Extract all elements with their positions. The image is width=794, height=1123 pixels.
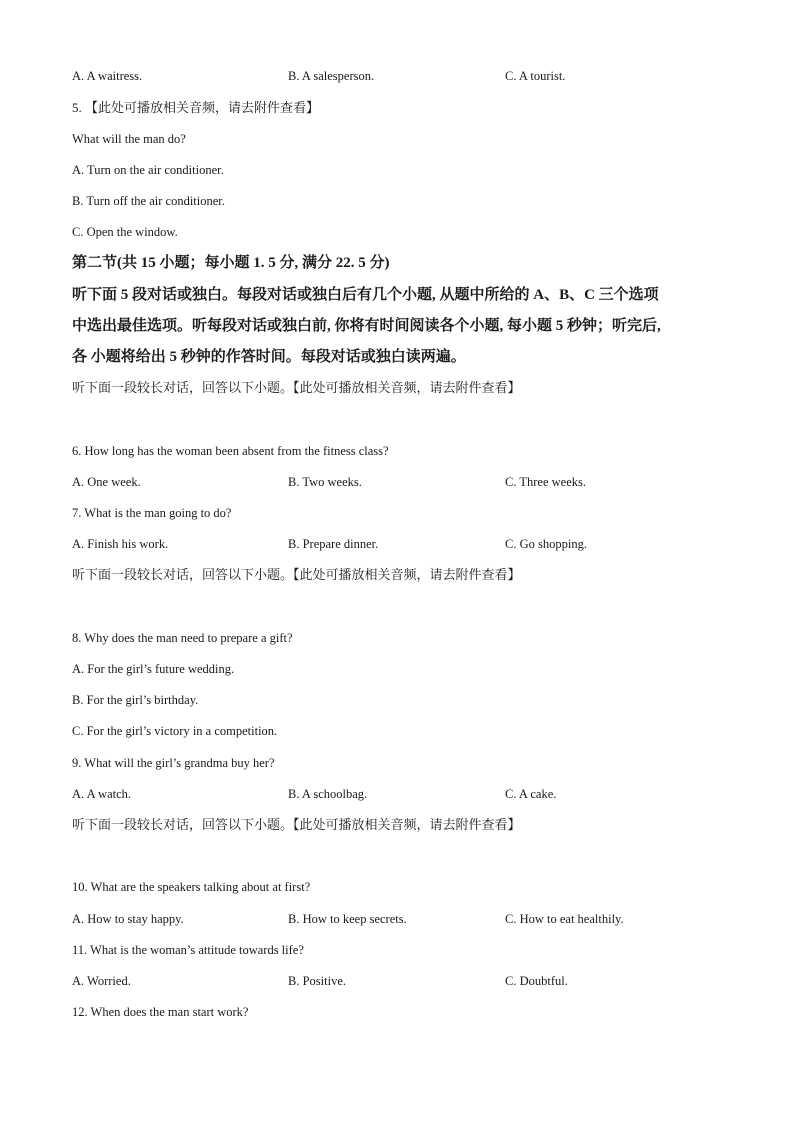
q9-question: 9. What will the girl’s grandma buy her? (72, 756, 275, 770)
q7-option-c: C. Go shopping. (505, 537, 587, 551)
q5-option-a: A. Turn on the air conditioner. (72, 163, 224, 177)
q8-question: 8. Why does the man need to prepare a gift? (72, 631, 293, 645)
q10-option-a: A. How to stay happy. (72, 912, 184, 926)
section2-instruction-3: 各 小题将给出 5 秒钟的作答时间。每段对话或独白读两遍。 (72, 349, 466, 365)
q11-question: 11. What is the woman’s attitude towards life? (72, 943, 304, 957)
q10-option-b: B. How to keep secrets. (288, 912, 407, 926)
q9-option-a: A. A watch. (72, 787, 132, 801)
q8-option-b: B. For the girl’s birthday. (72, 693, 199, 707)
q10-options (72, 911, 754, 927)
audio-prompt-1[interactable]: 听下面一段较长对话，回答以下小题。【此处可播放相关音频，请去附件查看】 (72, 380, 521, 395)
section2-instruction-2: 中选出最佳选项。听每段对话或独白前, 你将有时间阅读各个小题, 每小题 5 秒钟；听完后, (72, 318, 661, 334)
q11-option-a: A. Worried. (72, 974, 131, 988)
q5-option-b: B. Turn off the air conditioner. (72, 194, 225, 208)
q7-options (72, 536, 754, 552)
q4-option-a: A. A waitress. (72, 69, 143, 83)
q4-options (72, 68, 754, 84)
q11-option-c: C. Doubtful. (505, 974, 568, 988)
audio-prompt-3[interactable]: 听下面一段较长对话，回答以下小题。【此处可播放相关音频，请去附件查看】 (72, 817, 521, 832)
q7-question: 7. What is the man going to do? (72, 506, 232, 520)
q5-option-c: C. Open the window. (72, 225, 178, 239)
q4-option-b: B. A salesperson. (288, 69, 375, 83)
q6-options (72, 474, 754, 490)
q9-option-b: B. A schoolbag. (288, 787, 368, 801)
q12-question: 12. When does the man start work? (72, 1005, 249, 1019)
q11-options (72, 973, 754, 989)
q5-number-audio[interactable]: 5. 【此处可播放相关音频，请去附件查看】 (72, 100, 320, 115)
q8-option-c: C. For the girl’s victory in a competition. (72, 724, 278, 738)
audio-prompt-2[interactable]: 听下面一段较长对话，回答以下小题。【此处可播放相关音频，请去附件查看】 (72, 567, 521, 582)
q5-question: What will the man do? (72, 132, 186, 146)
q9-option-c: C. A cake. (505, 787, 557, 801)
q10-question: 10. What are the speakers talking about at first? (72, 880, 311, 894)
q9-options (72, 786, 754, 802)
q10-option-c: C. How to eat healthily. (505, 912, 624, 926)
q6-option-a: A. One week. (72, 475, 141, 489)
section2-title: 第二节(共 15 小题；每小题 1. 5 分, 满分 22. 5 分) (72, 255, 390, 271)
q11-option-b: B. Positive. (288, 974, 346, 988)
q4-option-c: C. A tourist. (505, 69, 566, 83)
q7-option-b: B. Prepare dinner. (288, 537, 379, 551)
q8-option-a: A. For the girl’s future wedding. (72, 662, 235, 676)
q7-option-a: A. Finish his work. (72, 537, 169, 551)
q6-option-b: B. Two weeks. (288, 475, 362, 489)
q6-question: 6. How long has the woman been absent from the fitness class? (72, 444, 389, 458)
section2-instruction-1: 听下面 5 段对话或独白。每段对话或独白后有几个小题, 从题中所给的 A、B、C 三个选项 (72, 287, 659, 303)
q6-option-c: C. Three weeks. (505, 475, 586, 489)
